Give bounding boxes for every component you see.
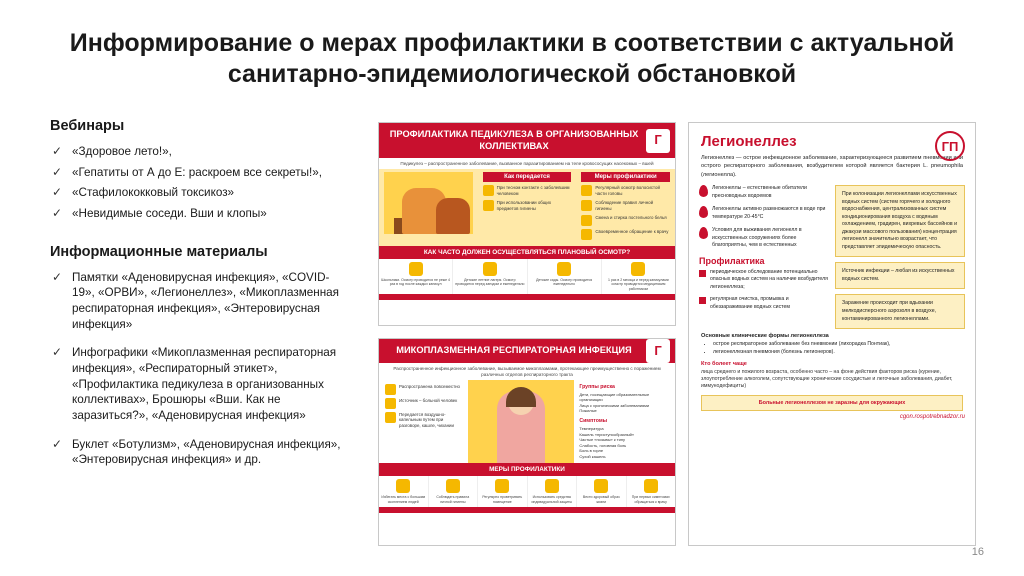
fact-label: Условия для выживания легионелл в искусственных сооружениях более благоприятны, чем в естественных — [712, 227, 802, 249]
webinars-list — [50, 144, 350, 222]
droplet-spread-icon — [385, 412, 396, 423]
prevention-item — [581, 185, 670, 197]
organization-logo-icon: Г — [646, 339, 670, 363]
risk-item: Пожилые — [579, 408, 597, 414]
mask-icon — [545, 479, 559, 493]
icon-caption: При первых симптомах обращаться к врачу — [631, 495, 670, 504]
poster-mycoplasma-body — [379, 380, 675, 464]
poster-pediculosis-subtitle: Педикулез – распространенное заболевание, вызванное паразитированием на теле кровососущих насекомых – вшей — [400, 161, 654, 167]
icon-cell — [528, 259, 602, 294]
check-icon: ✓ — [52, 436, 63, 451]
fact-label: Легионеллы активно размножаются в воде при температуре 20-45°С — [712, 206, 826, 220]
list-item-label: «Стафилококковый токсикоз» — [72, 186, 235, 200]
icon-cell — [478, 476, 528, 507]
list-item: • легионеллезная пневмония (болезнь легионеров). — [713, 349, 963, 357]
poster-legionella-title: Легионеллез — [701, 133, 797, 150]
materials-heading: Информационные материалы — [50, 243, 268, 260]
left-text-column — [50, 118, 350, 481]
check-icon: ✓ — [52, 185, 63, 200]
poster-pediculosis-footer-strip — [379, 294, 675, 300]
poster-mycoplasma-facts — [379, 380, 468, 464]
hygiene-icon — [581, 200, 592, 211]
poster-mycoplasma-footer-strip — [379, 507, 675, 513]
transmission-item-label: При использовании общих предметов гигиены — [496, 200, 552, 211]
prevention-item-label: Своевременное обращение к врачу — [595, 228, 669, 234]
poster-mycoplasma-measures-row — [379, 476, 675, 507]
poster-pediculosis-columns — [379, 169, 675, 246]
symptom-item: Сухой кашель — [579, 453, 606, 459]
fact-item — [385, 412, 464, 430]
final-note: Больные легионеллезом не заразны для окружающих — [701, 395, 963, 411]
list-item-label: «Невидимые соседи. Вши и клопы» — [72, 207, 267, 221]
risk-item: Дети, посещающие образовательные организации — [579, 391, 650, 403]
who-head: Кто болеет чаще — [701, 360, 747, 367]
list-item — [50, 185, 350, 201]
webinars-heading: Вебинары — [50, 118, 125, 134]
transmission-item-label: При тесном контакте с заболевшим человеком — [496, 185, 570, 197]
water-drop-icon — [699, 227, 708, 239]
person-hair-shape — [506, 387, 536, 407]
check-icon: ✓ — [52, 164, 63, 179]
camp-icon — [483, 262, 497, 276]
doctor-icon — [581, 229, 592, 240]
symptoms-head: Симптомы — [579, 417, 608, 424]
page-title: Информирование о мерах профилактики в соответствии с актуальной санитарно-эпидемиологической обстановкой — [69, 29, 955, 88]
forms-head: Основные клинические формы легионеллеза — [701, 333, 829, 340]
magnifier-icon — [581, 185, 592, 196]
prevention-label: периодическое обследование потенциально опасных водных систем на наличие возбудителя легионеллеза; — [710, 268, 828, 290]
icon-caption: 1 раз в 2 месяца и перед каникулами осмотр проводится медицинским работником — [608, 277, 669, 291]
icon-caption: Использовать средства индивидуальной защиты — [531, 495, 573, 504]
page-number: 16 — [971, 546, 984, 558]
crowd-avoid-icon — [396, 479, 410, 493]
poster-legionella-facts — [699, 185, 829, 329]
person-icon — [385, 398, 396, 409]
school-icon — [409, 262, 423, 276]
icon-caption: Регулярно проветривать помещение — [482, 495, 523, 504]
poster-pediculosis — [378, 122, 676, 326]
poster-mycoplasma-measures-band: МЕРЫ ПРОФИЛАКТИКИ — [379, 463, 675, 476]
materials-list — [50, 270, 350, 468]
fact-item — [699, 185, 829, 200]
list-item-label: Буклет «Ботулизм», «Аденовирусная инфекция», «Энтеровирусная инфекция» и др. — [72, 437, 341, 467]
fact-item — [699, 206, 829, 221]
poster-legionella-intro: Легионеллез — острое инфекционное заболевание, характеризующееся развитием пневмонии или острого респираторного заболевания, возбудителем которой является бактерия L. pneumophila (легионелла). — [701, 155, 963, 178]
fact-item — [699, 227, 829, 250]
prevention-item — [581, 215, 670, 226]
calendar-icon — [631, 262, 645, 276]
comb-icon — [483, 200, 494, 211]
transmission-head: Как передается — [483, 172, 572, 182]
icon-cell — [602, 259, 675, 294]
ventilate-icon — [495, 479, 509, 493]
contact-icon — [483, 185, 494, 196]
doctor-figure — [436, 198, 470, 234]
transmission-item — [483, 200, 572, 212]
check-icon: ✓ — [52, 345, 63, 360]
risk-item: Лица с хроническими заболеваниями — [579, 402, 650, 408]
poster-pediculosis-band: КАК ЧАСТО ДОЛЖЕН ОСУЩЕСТВЛЯТЬСЯ ПЛАНОВЫЙ ОСМОТР? — [379, 246, 675, 259]
list-item — [50, 165, 350, 181]
list-item-label: «Здоровое лето!», — [72, 145, 172, 158]
colonization-note: При колонизации легионеллами искусственных водных систем (систем горячего и холодного водоснабжения, централизованных систем кондиционирования воздуха с водяным охлаждением, градирен, вихревых бассейнов и джакузи массового пользования) концентрация легионелл значительно возрастает, что представляет эпидемическую опасность. — [835, 185, 965, 257]
icon-caption: Избегать места с большим скоплением людей — [381, 495, 426, 504]
icon-caption: Школьники. Осмотр проводится не реже 4 раз в год после каждых каникул — [381, 277, 450, 287]
laundry-icon — [581, 215, 592, 226]
bullet-square-icon — [699, 297, 706, 304]
icon-cell — [379, 259, 453, 294]
poster-legionella-url: cgon.rospotrebnadzor.ru — [899, 413, 965, 420]
prevention-label: регулярная очистка, промывка и обеззараживание водных систем — [710, 296, 790, 311]
prevention-head: Меры профилактики — [581, 172, 670, 182]
icon-caption: Соблюдать правила личной гигиены — [436, 495, 470, 504]
healthy-lifestyle-icon — [594, 479, 608, 493]
poster-mycoplasma-risk-symptoms — [574, 380, 675, 464]
fact-label: Распространена повсеместно — [399, 383, 460, 389]
who-text: лица среднего и пожилого возраста, особенно часто – на фоне действия факторов риска (курение, злоупотребление алкоголем, сопутствующие хронические сосудистые и легочные заболевания, диабет, иммунодефициты) — [701, 368, 953, 390]
poster-mycoplasma-subtitle: Распространенное инфекционное заболевание, вызываемое микоплазмами, протекающее преимущественно с поражением различных отделов респираторного тракта — [393, 365, 661, 377]
poster-mycoplasma-title: МИКОПЛАЗМЕННАЯ РЕСПИРАТОРНАЯ ИНФЕКЦИЯ — [396, 345, 632, 355]
poster-pediculosis-prevention-col — [576, 169, 675, 246]
fact-label: Источник – больной человек — [399, 397, 458, 403]
icon-caption: Детские сады. Осмотр проводится еженедельно — [536, 277, 593, 287]
list-item — [50, 144, 350, 160]
prevention-head: Профилактика — [699, 255, 765, 266]
icon-cell — [627, 476, 676, 507]
list-item — [50, 345, 350, 423]
check-icon: ✓ — [52, 144, 63, 158]
poster-legionella — [688, 122, 976, 546]
prevention-item-label: Смена и стирка постельного белья — [595, 214, 667, 220]
fact-label: Передается воздушно-капельным путем при разговоре, кашле, чихании — [399, 411, 454, 429]
poster-mycoplasma — [378, 338, 676, 546]
check-icon: ✓ — [52, 206, 63, 221]
doctor-examination-illustration — [384, 172, 473, 234]
water-drop-icon — [699, 185, 708, 197]
icon-caption: Детские летние лагеря. Осмотр проводится перед заездом и еженедельно — [455, 277, 525, 287]
icon-cell — [453, 259, 527, 294]
poster-pediculosis-icon-row — [379, 259, 675, 294]
fact-item — [385, 398, 464, 409]
poster-pediculosis-illustration-col — [379, 169, 478, 246]
icon-cell — [429, 476, 479, 507]
prevention-item-label: Соблюдение правил личной гигиены — [595, 200, 654, 211]
organization-logo-icon: ГП — [935, 131, 965, 161]
list-item — [50, 206, 350, 222]
poster-pediculosis-transmission-col — [478, 169, 577, 246]
sick-person-illustration — [468, 380, 575, 464]
forms-list — [713, 341, 963, 357]
poster-legionella-bottom — [689, 329, 975, 390]
poster-legionella-notes — [835, 185, 965, 329]
organization-logo-icon: Г — [646, 129, 670, 153]
list-item — [50, 437, 350, 468]
handwash-icon — [446, 479, 460, 493]
list-item: • острое респираторное заболевание без пневмонии (лихорадка Понтиак), — [713, 341, 963, 349]
poster-pediculosis-title-bar — [379, 123, 675, 158]
water-drop-icon — [699, 206, 708, 218]
symptom-item: Кашель «приступообразный» — [579, 431, 635, 437]
list-item-label: Инфографики «Микоплазменная респираторная инфекция», «Респираторный этикет», «Профилактика педикулеза в организованных коллективах», Брошюры «Вши. Как не заразиться?», «Аденовирусная инфекция» — [72, 346, 337, 423]
kindergarten-icon — [557, 262, 571, 276]
symptom-item: Температура — [579, 425, 604, 431]
list-item-label: «Гепатиты от А до Е: раскроем все секреты!», — [72, 165, 322, 179]
prevention-item — [699, 269, 829, 292]
doctor-visit-icon — [644, 479, 658, 493]
fact-item — [385, 384, 464, 395]
symptom-item: Боль в горле — [579, 448, 604, 454]
icon-cell — [577, 476, 627, 507]
prevention-item — [581, 229, 670, 240]
source-note: Источник инфекции – любая из искусственных водных систем. — [835, 262, 965, 289]
prevention-item-label: Регулярный осмотр волосистой части головы — [595, 185, 660, 197]
transmission-note: Заражение происходит при вдыхании мелкодисперсного аэрозоля в воздухе, контаминированного легионеллами. — [835, 294, 965, 329]
list-item-label: Памятки «Аденовирусная инфекция», «COVID-19», «ОРВИ», «Легионеллез», «Микоплазменная респираторная инфекция», «Энтеровирусная инфекция» — [72, 270, 339, 331]
symptom-item: Частые «позывы» к типу — [579, 437, 625, 443]
symptom-item: Слабость, головная боль — [579, 442, 627, 448]
check-icon: ✓ — [52, 269, 63, 284]
poster-pediculosis-title: ПРОФИЛАКТИКА ПЕДИКУЛЕЗА В ОРГАНИЗОВАННЫХ КОЛЛЕКТИВАХ — [389, 129, 639, 151]
prevention-item — [581, 200, 670, 212]
poster-legionella-two-col — [689, 185, 975, 329]
poster-mycoplasma-title-bar — [379, 339, 675, 363]
icon-cell — [379, 476, 429, 507]
risk-group-head: Группы риска — [579, 383, 615, 390]
globe-icon — [385, 384, 396, 395]
icon-caption: Вести здоровый образ жизни — [582, 495, 620, 504]
fact-label: Легионеллы – естественные обитатели пресноводных водоемов — [712, 185, 807, 199]
bullet-square-icon — [699, 270, 706, 277]
prevention-item — [699, 296, 829, 311]
icon-cell — [528, 476, 578, 507]
transmission-item — [483, 185, 572, 197]
list-item — [50, 270, 350, 333]
